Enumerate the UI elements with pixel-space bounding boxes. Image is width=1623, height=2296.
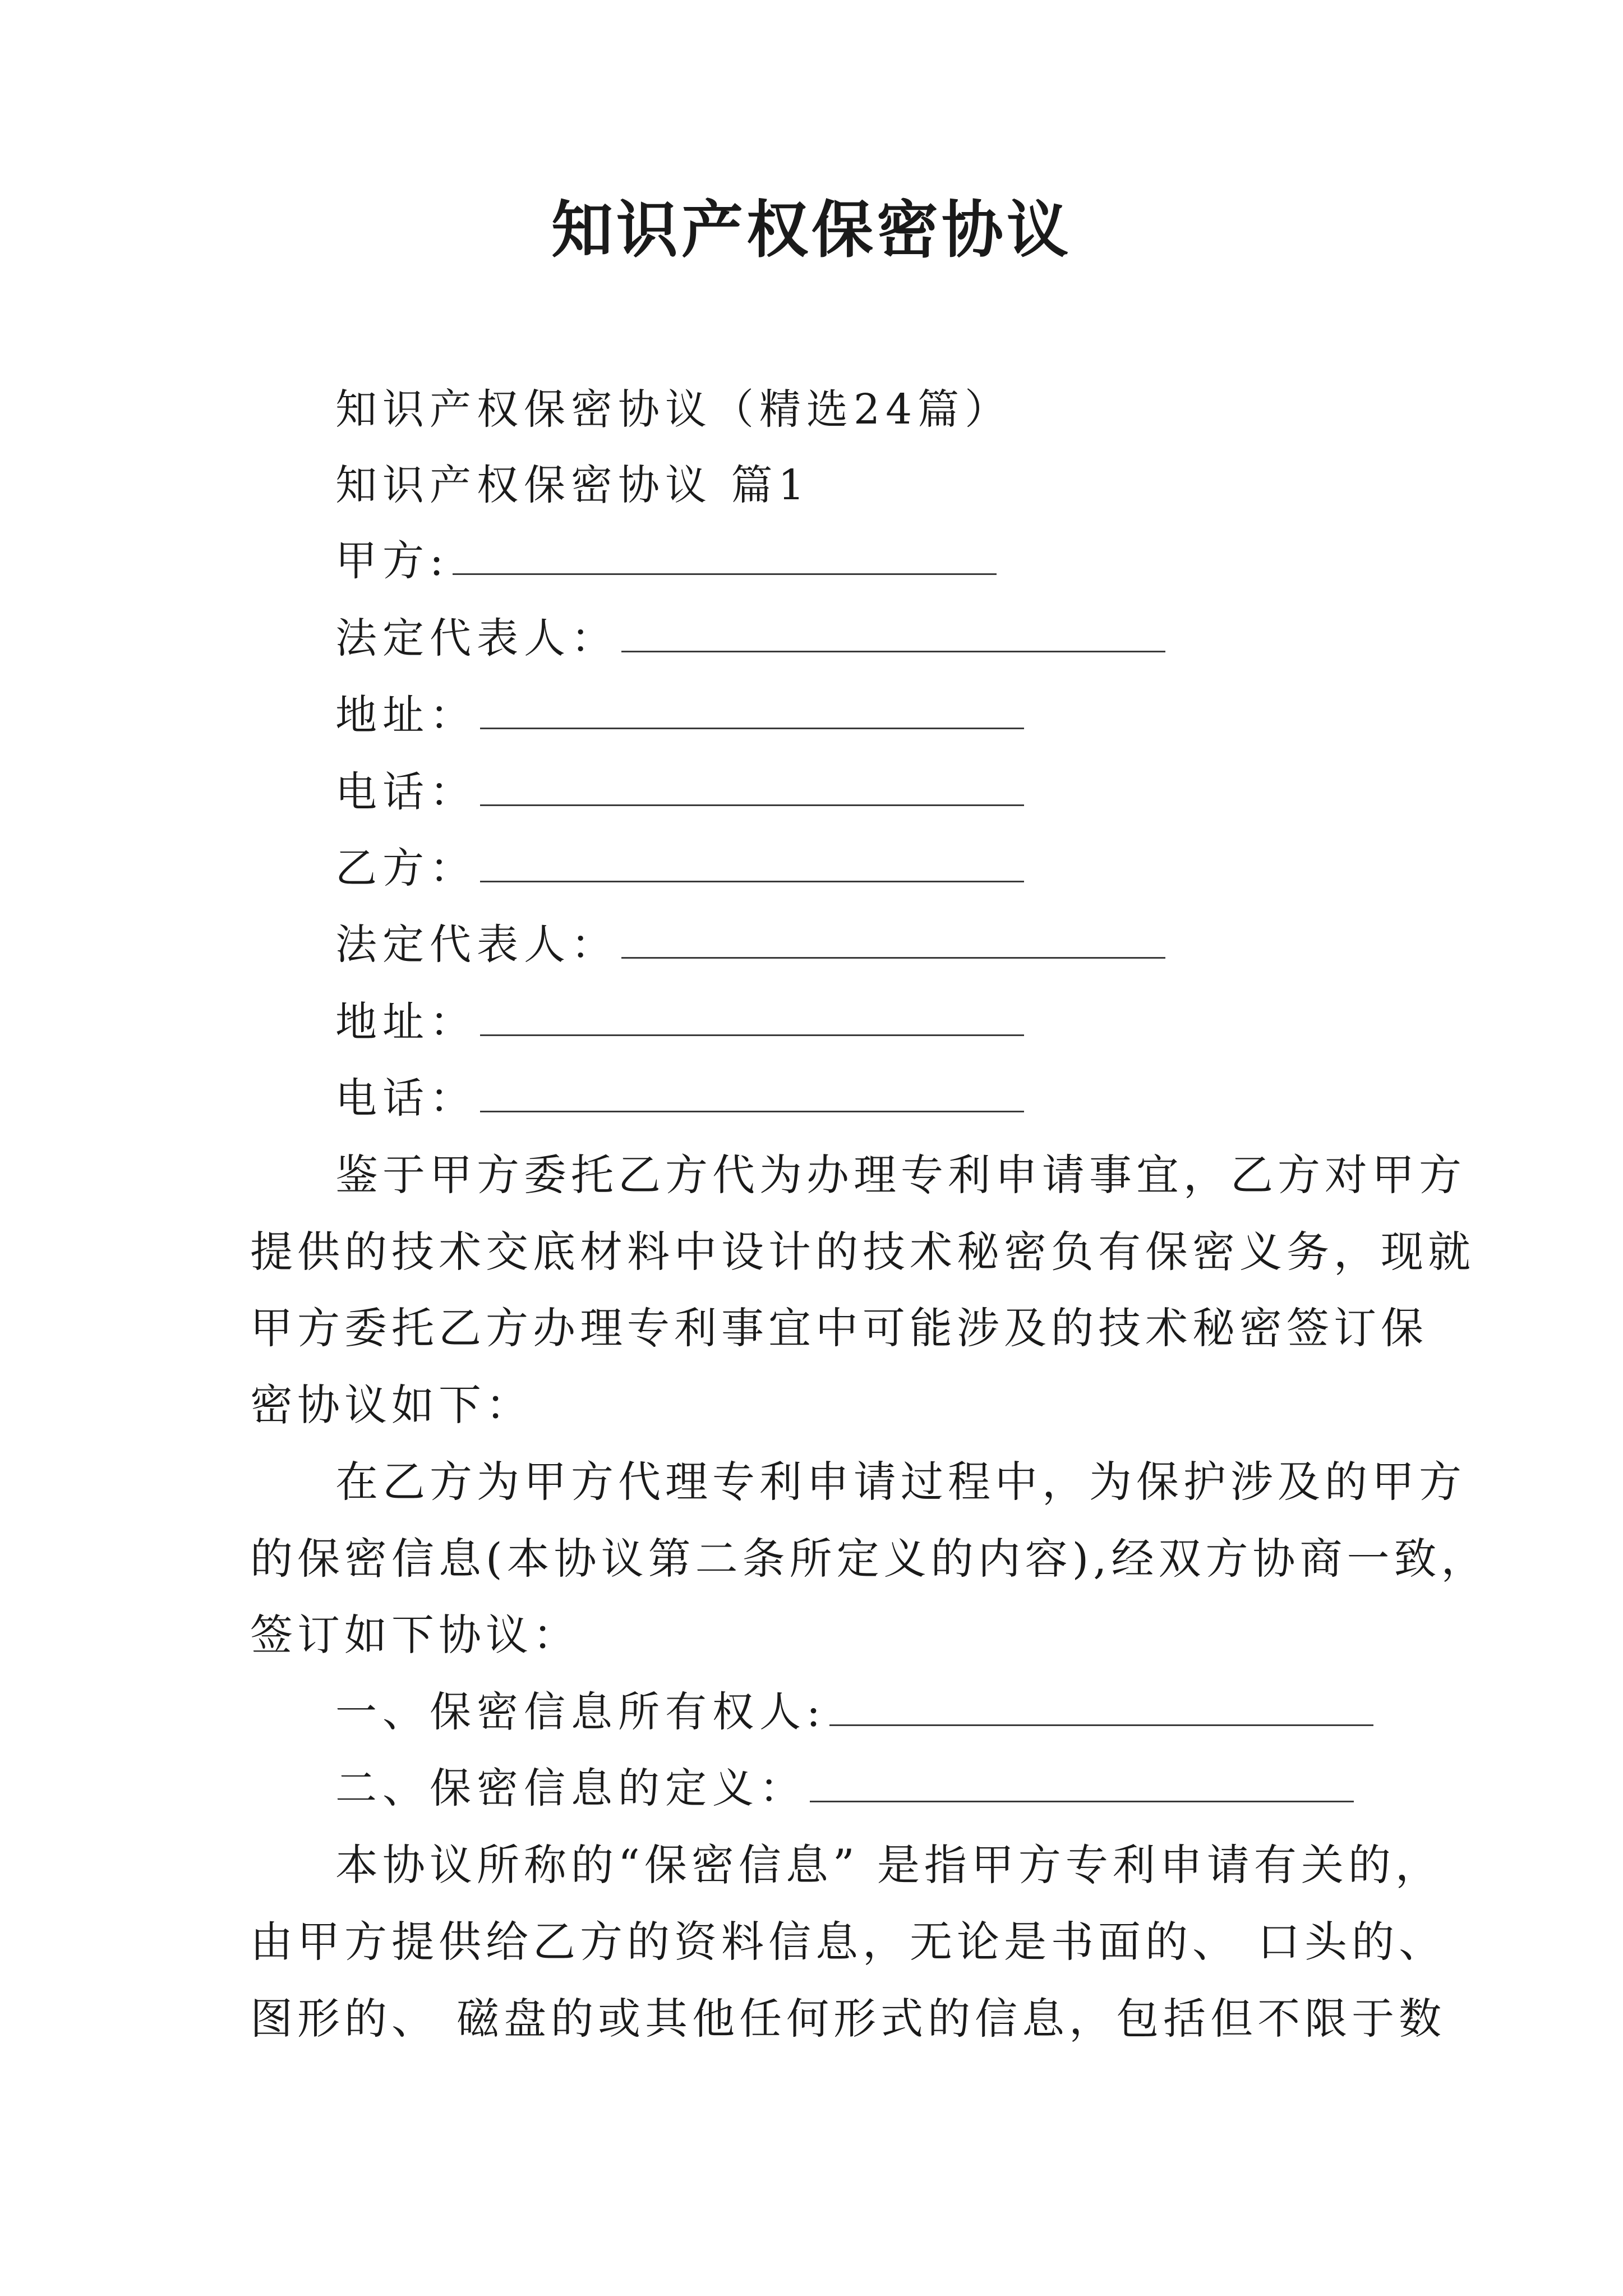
party-a-address-blank — [480, 694, 1024, 729]
party-a-address-field — [335, 687, 1024, 743]
paragraph-1-line-4: 密协议如下： — [250, 1380, 533, 1430]
party-a-phone-field — [335, 764, 1024, 820]
party-a-phone-label: 电话： — [335, 768, 477, 816]
party-a-blank — [453, 540, 997, 575]
party-b-phone-field — [335, 1070, 1024, 1126]
party-a-address-label: 地址： — [335, 691, 477, 739]
party-b-phone-label: 电话： — [335, 1074, 477, 1122]
party-b-rep-label: 法定代表人： — [335, 921, 618, 969]
clause-1-label: 一、保密信息所有权人: — [335, 1688, 826, 1736]
party-b-label: 乙方： — [335, 844, 477, 892]
paragraph-1-line-1: 鉴于甲方委托乙方代为办理专利申请事宜，乙方对甲方 — [335, 1150, 1466, 1200]
paragraph-1-line-3: 甲方委托乙方办理专利事宜中可能涉及的技术秘密签订保 — [250, 1303, 1428, 1353]
party-b-address-label: 地址： — [335, 998, 477, 1046]
section-heading: 知识产权保密协议 篇1 — [335, 461, 810, 509]
paragraph-1-line-2: 提供的技术交底材料中设计的技术秘密负有保密义务，现就 — [250, 1227, 1475, 1277]
paragraph-3-line-2: 由甲方提供给乙方的资料信息，无论是书面的、 口头的、 — [250, 1917, 1446, 1967]
document-title: 知识产权保密协议 — [551, 194, 1072, 266]
party-a-rep-label: 法定代表人： — [335, 614, 618, 662]
party-a-rep-blank — [621, 617, 1165, 652]
clause-2-field — [335, 1760, 1354, 1816]
clause-2-blank — [810, 1767, 1354, 1802]
party-a-label: 甲方: — [335, 537, 449, 585]
clause-2-label: 二、保密信息的定义： — [335, 1764, 806, 1812]
party-a-phone-blank — [480, 771, 1024, 806]
paragraph-2-line-2: 的保密信息(本协议第二条所定义的内容),经双方协商一致， — [250, 1534, 1488, 1584]
party-b-address-field — [335, 994, 1024, 1050]
party-a-rep-field — [335, 610, 1165, 666]
clause-1-blank — [829, 1691, 1373, 1726]
party-b-rep-field — [335, 917, 1165, 973]
party-b-address-blank — [480, 1001, 1024, 1036]
party-a-field — [335, 533, 997, 589]
paragraph-3-line-3: 图形的、 磁盘的或其他任何形式的信息，包括但不限于数 — [250, 1994, 1446, 2044]
paragraph-2-line-1: 在乙方为甲方代理专利申请过程中，为保护涉及的甲方 — [335, 1457, 1466, 1507]
party-b-field — [335, 840, 1024, 896]
document-subtitle: 知识产权保密协议（精选24篇） — [335, 385, 1012, 434]
paragraph-2-line-3: 签订如下协议： — [250, 1610, 580, 1660]
party-b-blank — [480, 847, 1024, 882]
paragraph-3-line-1: 本协议所称的“保密信息” 是指甲方专利申请有关的， — [335, 1840, 1442, 1890]
clause-1-field — [335, 1684, 1373, 1740]
party-b-phone-blank — [480, 1077, 1024, 1112]
party-b-rep-blank — [621, 923, 1165, 959]
